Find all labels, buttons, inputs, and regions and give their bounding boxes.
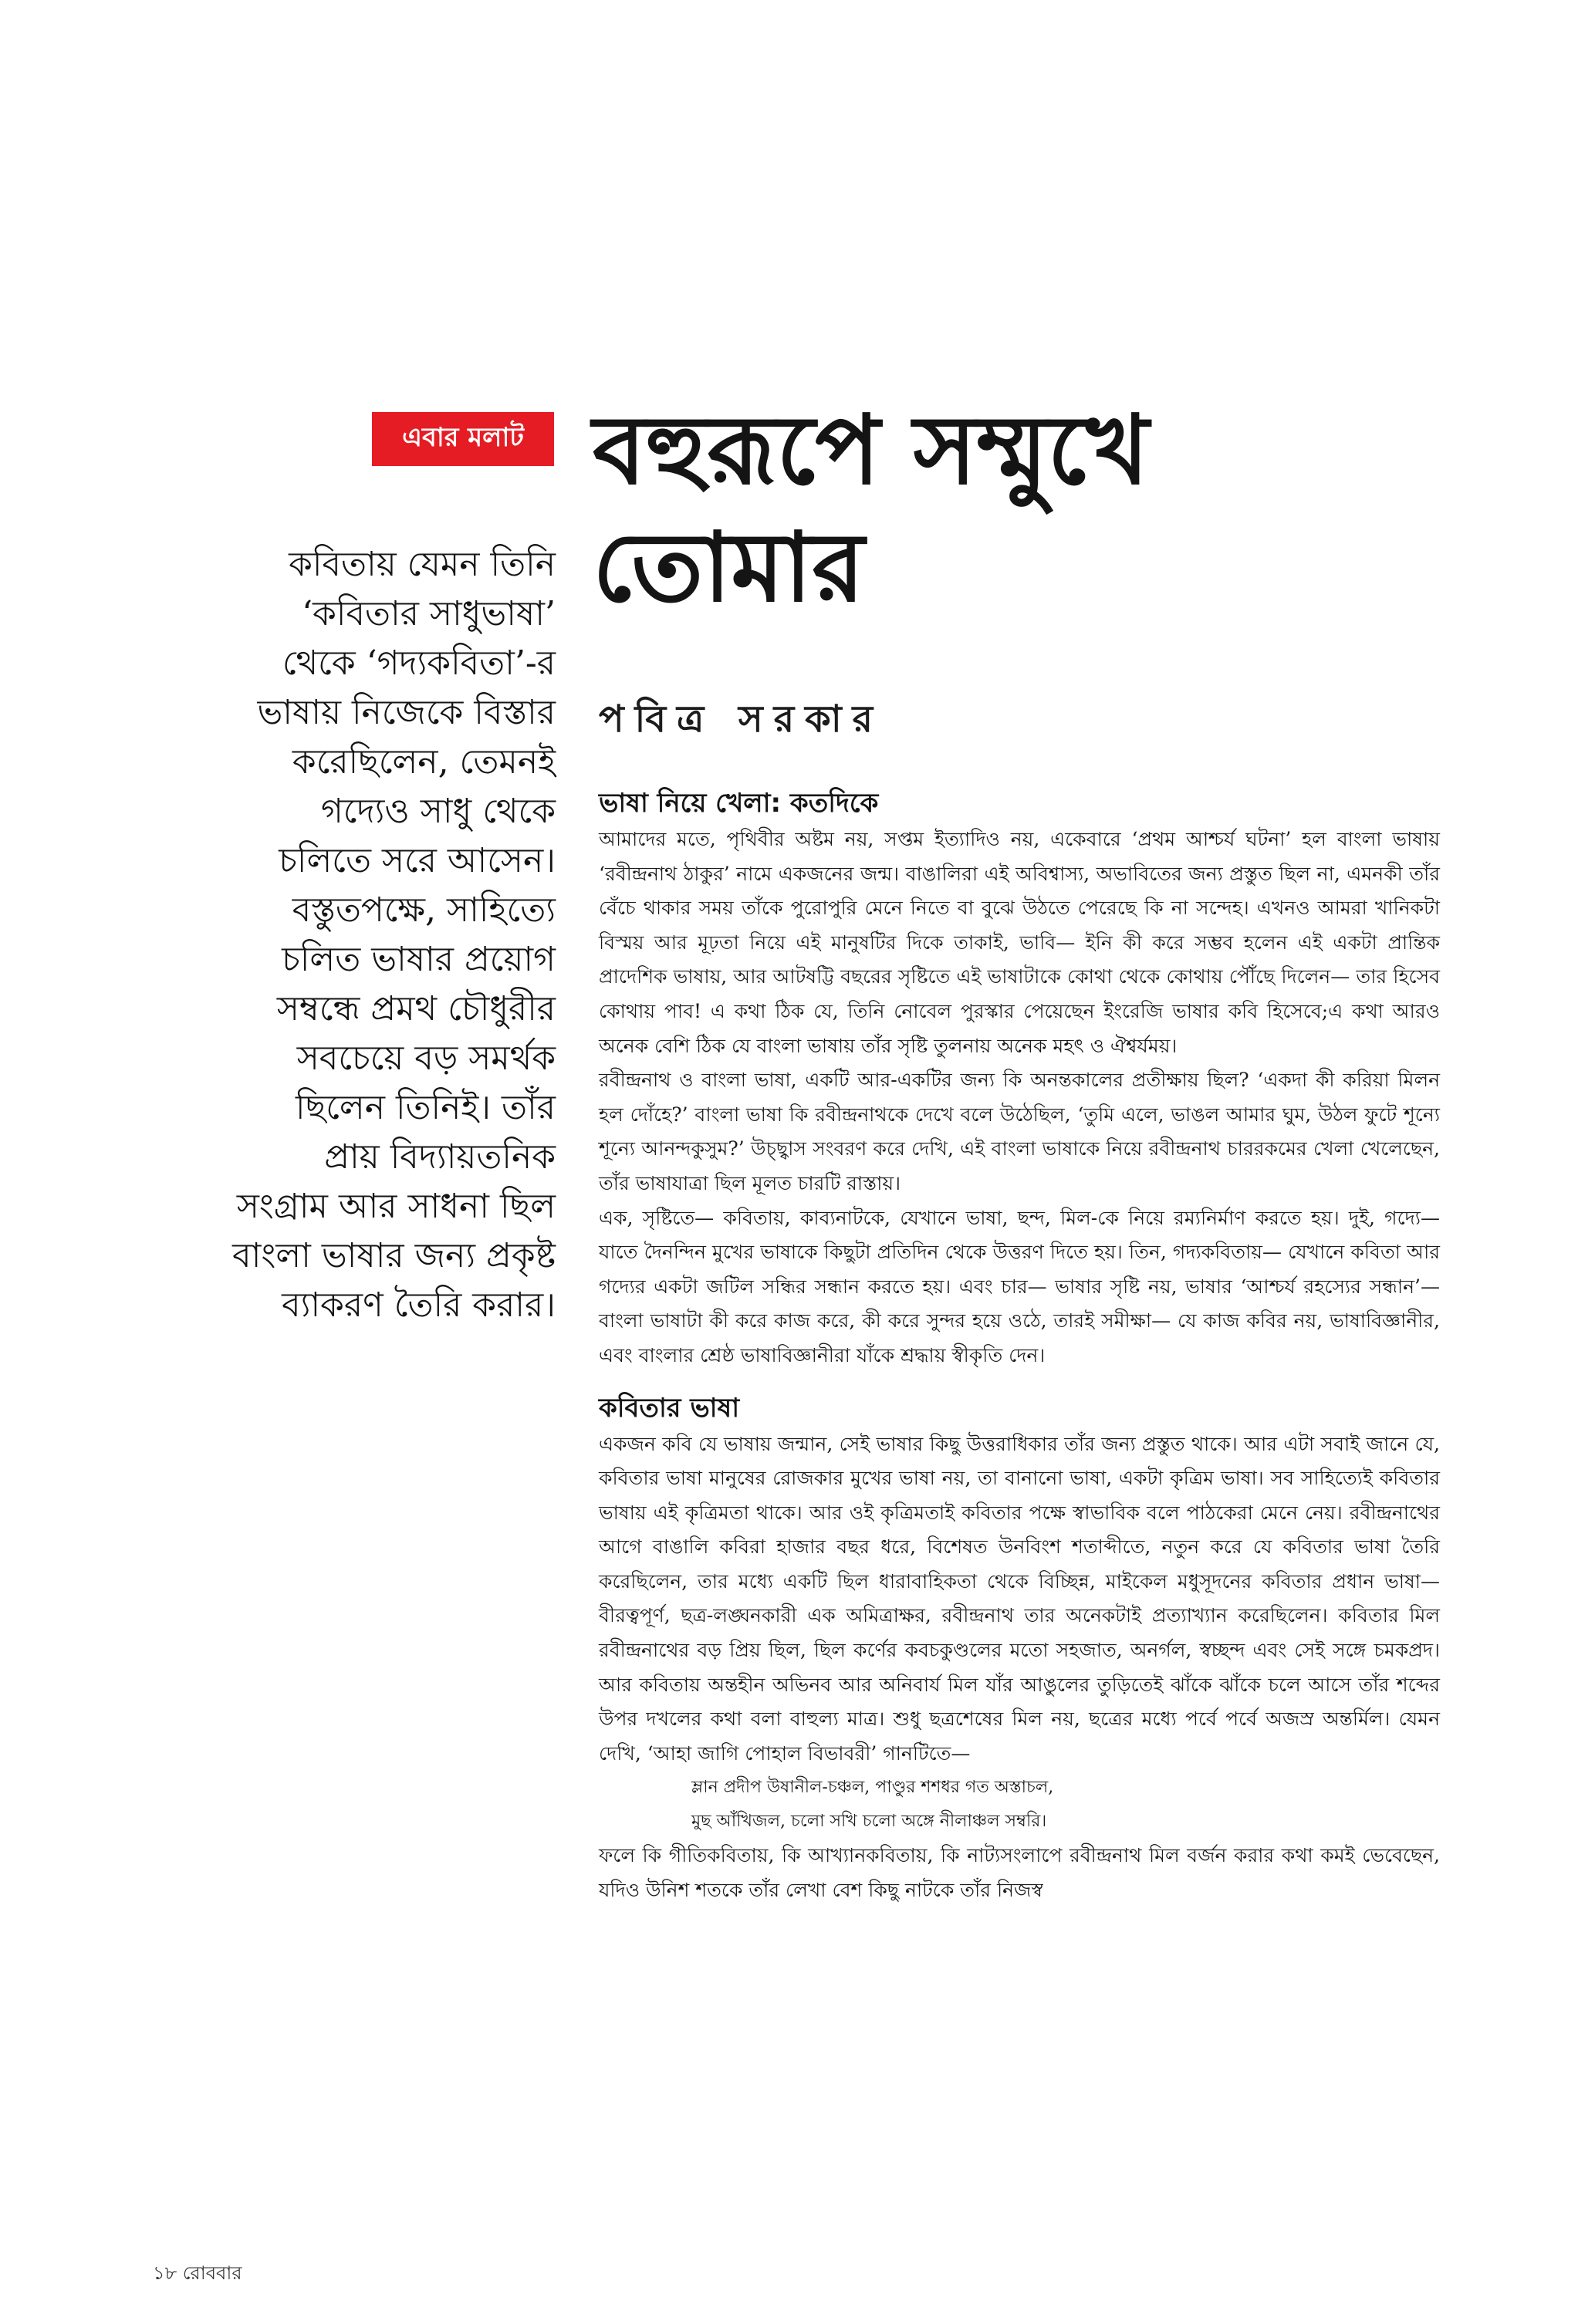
article-title <box>593 392 1549 627</box>
pull-quote-line: কবিতায় যেমন তিনি <box>289 545 556 584</box>
paragraph: ফলে কি গীতিকবিতায়, কি আখ্যানকবিতায়, কি নাট্যসংলাপে রবীন্দ্রনাথ মিল বর্জন করার কথা কমই ভেবেছেন, যদিও উনিশ শতকে তাঁর লেখা বেশ কিছু নাটকে তাঁর নিজস্ব <box>599 1844 1440 1902</box>
section-heading-language-play: ভাষা নিয়ে খেলা: কতদিকে <box>599 788 879 819</box>
pull-quote-line: থেকে ‘গদ্যকবিতা’-র <box>282 643 556 683</box>
page-footer <box>153 2259 242 2290</box>
pull-quote-line: সংগ্রাম আর সাধনা ছিল <box>236 1187 556 1226</box>
paragraph: রবীন্দ্রনাথ ও বাংলা ভাষা, একটি আর-একটির জন্য কি অনন্তকালের প্রতীক্ষায় ছিল? ‘একদা কী করিয়া মিলন হল দোঁহে?’ বাংলা ভাষা কি রবীন্দ্রনাথকে দেখে বলে উঠেছিল, ‘তুমি এলে, ভাঙল আমার ঘুম, উঠল ফুটে শূন্যে শূন্যে আনন্দকুসুম?’ উচ্ছ্বাস সংবরণ করে দেখি, এই বাংলা ভাষাকে নিয়ে রবীন্দ্রনাথ চাররকমের খেলা খেলেছেন, তাঁর ভাষাযাত্রা ছিল মূলত চারটি রাস্তায়। <box>599 1069 1440 1194</box>
author-byline: পবিত্র সরকার <box>599 698 884 741</box>
pull-quote-line: গদ্যেও সাধু থেকে <box>320 792 556 831</box>
pull-quote-line: চলিত ভাষার প্রয়োগ <box>282 940 556 979</box>
magazine-name: রোববার <box>182 2262 242 2284</box>
pull-quote-line: সম্বন্ধে প্রমথ চৌধুরীর <box>276 989 556 1029</box>
pull-quote-line: ছিলেন তিনিই। তাঁর <box>295 1088 556 1127</box>
verse-line: ম্লান প্রদীপ উষানীল-চঞ্চল, পাণ্ডুর শশধর গত অস্তাচল, <box>691 1778 1054 1798</box>
pull-quote-line: ভাষায় নিজেকে বিস্তার <box>257 693 556 732</box>
pull-quote-line: বস্তুতপক্ষে, সাহিত্যে <box>292 890 556 930</box>
pull-quote <box>139 540 556 1330</box>
page-number: ১৮ <box>153 2262 177 2284</box>
pull-quote-line: ব্যাকরণ তৈরি করার। <box>282 1285 556 1325</box>
pull-quote-line: সবচেয়ে বড় সমর্থক <box>296 1039 556 1078</box>
article-title-line-2: তোমার <box>593 512 865 623</box>
section-heading-poetry-language: কবিতার ভাষা <box>599 1392 740 1424</box>
verse-line: মুছ আঁখিজল, চলো সখি চলো অঙ্গে নীলাঞ্চল সম্বরি। <box>691 1812 1047 1832</box>
pull-quote-line: করেছিলেন, তেমনই <box>292 742 556 782</box>
pull-quote-line: প্রায় বিদ্যায়তনিক <box>324 1137 556 1177</box>
pull-quote-line: চলিতে সরে আসেন। <box>279 841 556 880</box>
paragraph: একজন কবি যে ভাষায় জন্মান, সেই ভাষার কিছু উত্তরাধিকার তাঁর জন্য প্রস্তুত থাকে। আর এটা সবাই জানে যে, কবিতার ভাষা মানুষের রোজকার মুখের ভাষা নয়, তা বানানো ভাষা, একটা কৃত্রিম ভাষা। সব সাহিত্যেই কবিতার ভাষায় এই কৃত্রিমতা থাকে। আর ওই কৃত্রিমতাই কবিতার পক্ষে স্বাভাবিক বলে পাঠকেরা মেনে নেয়। রবীন্দ্রনাথের আগে বাঙালি কবিরা হাজার বছর ধরে, বিশেষত উনবিংশ শতাব্দীতে, নতুন করে যে কবিতার ভাষা তৈরি করেছিলেন, তার মধ্যে একটি ছিল ধারাবাহিকতা থেকে বিচ্ছিন্ন, মাইকেল মধুসূদনের কবিতার প্রধান ভাষা— বীরত্বপূর্ণ, ছত্র-লঙ্ঘনকারী এক অমিত্রাক্ষর, রবীন্দ্রনাথ তার অনেকটাই প্রত্যাখ্যান করেছিলেন। কবিতার মিল রবীন্দ্রনাথের বড় প্রিয় ছিল, ছিল কর্ণের কবচকুণ্ডলের মতো সহজাত, অনর্গল, স্বচ্ছন্দ এবং সেই সঙ্গে চমকপ্রদ। আর কবিতায় অন্তহীন অভিনব আর অনিবার্য মিল যাঁর আঙুলের তুড়িতেই ঝাঁকে ঝাঁকে চলে আসে তাঁর শব্দের উপর দখলের কথা বলা বাহুল্য মাত্র। শুধু ছত্রশেষের মিল নয়, ছত্রের মধ্যে পর্বে পর্বে অজস্র অন্তর্মিল। যেমন দেখি, ‘আহা জাগি পোহাল বিভাবরী’ গানটিতে— <box>599 1432 1440 1765</box>
pull-quote-line: বাংলা ভাষার জন্য প্রকৃষ্ট <box>232 1236 556 1275</box>
section-tag: এবার মলাট <box>372 412 554 466</box>
article-title-line-1: বহুরূপে সম্মুখে <box>593 394 1149 506</box>
article-body <box>599 784 1440 1908</box>
paragraph: আমাদের মতে, পৃথিবীর অষ্টম নয়, সপ্তম ইত্যাদিও নয়, একেবারে ‘প্রথম আশ্চর্য ঘটনা’ হল বাংলা ভাষায় ‘রবীন্দ্রনাথ ঠাকুর’ নামে একজনের জন্ম। বাঙালিরা এই অবিশ্বাস্য, অভাবিতের জন্য প্রস্তুত ছিল না, এমনকী তাঁর বেঁচে থাকার সময় তাঁকে পুরোপুরি মেনে নিতে বা বুঝে উঠতে পেরেছে কি না সন্দেহ। এখনও আমরা খানিকটা বিস্ময় আর মূঢ়তা নিয়ে এই মানুষটির দিকে তাকাই, ভাবি— ইনি কী করে সম্ভব হলেন এই একটা প্রান্তিক প্রাদেশিক ভাষায়, আর আটষট্টি বছরের সৃষ্টিতে এই ভাষাটাকে কোথা থেকে কোথায় পৌঁছে দিলেন— তার হিসেব কোথায় পাব! এ কথা ঠিক যে, তিনি নোবেল পুরস্কার পেয়েছেন ইংরেজি ভাষার কবি হিসেবে;এ কথা আরও অনেক বেশি ঠিক যে বাংলা ভাষায় তাঁর সৃষ্টি তুলনায় অনেক মহৎ ও ঐশ্বর্যময়। <box>599 828 1440 1057</box>
paragraph: এক, সৃষ্টিতে— কবিতায়, কাব্যনাটকে, যেখানে ভাষা, ছন্দ, মিল-কে নিয়ে রম্যনির্মাণ করতে হয়। দুই, গদ্যে— যাতে দৈনন্দিন মুখের ভাষাকে কিছুটা প্রতিদিন থেকে উত্তরণ দিতে হয়। তিন, গদ্যকবিতায়— যেখানে কবিতা আর গদ্যের একটা জটিল সন্ধির সন্ধান করতে হয়। এবং চার— ভাষার সৃষ্টি নয়, ভাষার ‘আশ্চর্য রহস্যের সন্ধান’— বাংলা ভাষাটা কী করে কাজ করে, কী করে সুন্দর হয়ে ওঠে, তারই সমীক্ষা— যে কাজ কবির নয়, ভাষাবিজ্ঞানীর, এবং বাংলার শ্রেষ্ঠ ভাষাবিজ্ঞানীরা যাঁকে শ্রদ্ধায় স্বীকৃতি দেন। <box>599 1206 1440 1366</box>
pull-quote-line: ‘কবিতার সাধুভাষা’ <box>302 594 556 633</box>
